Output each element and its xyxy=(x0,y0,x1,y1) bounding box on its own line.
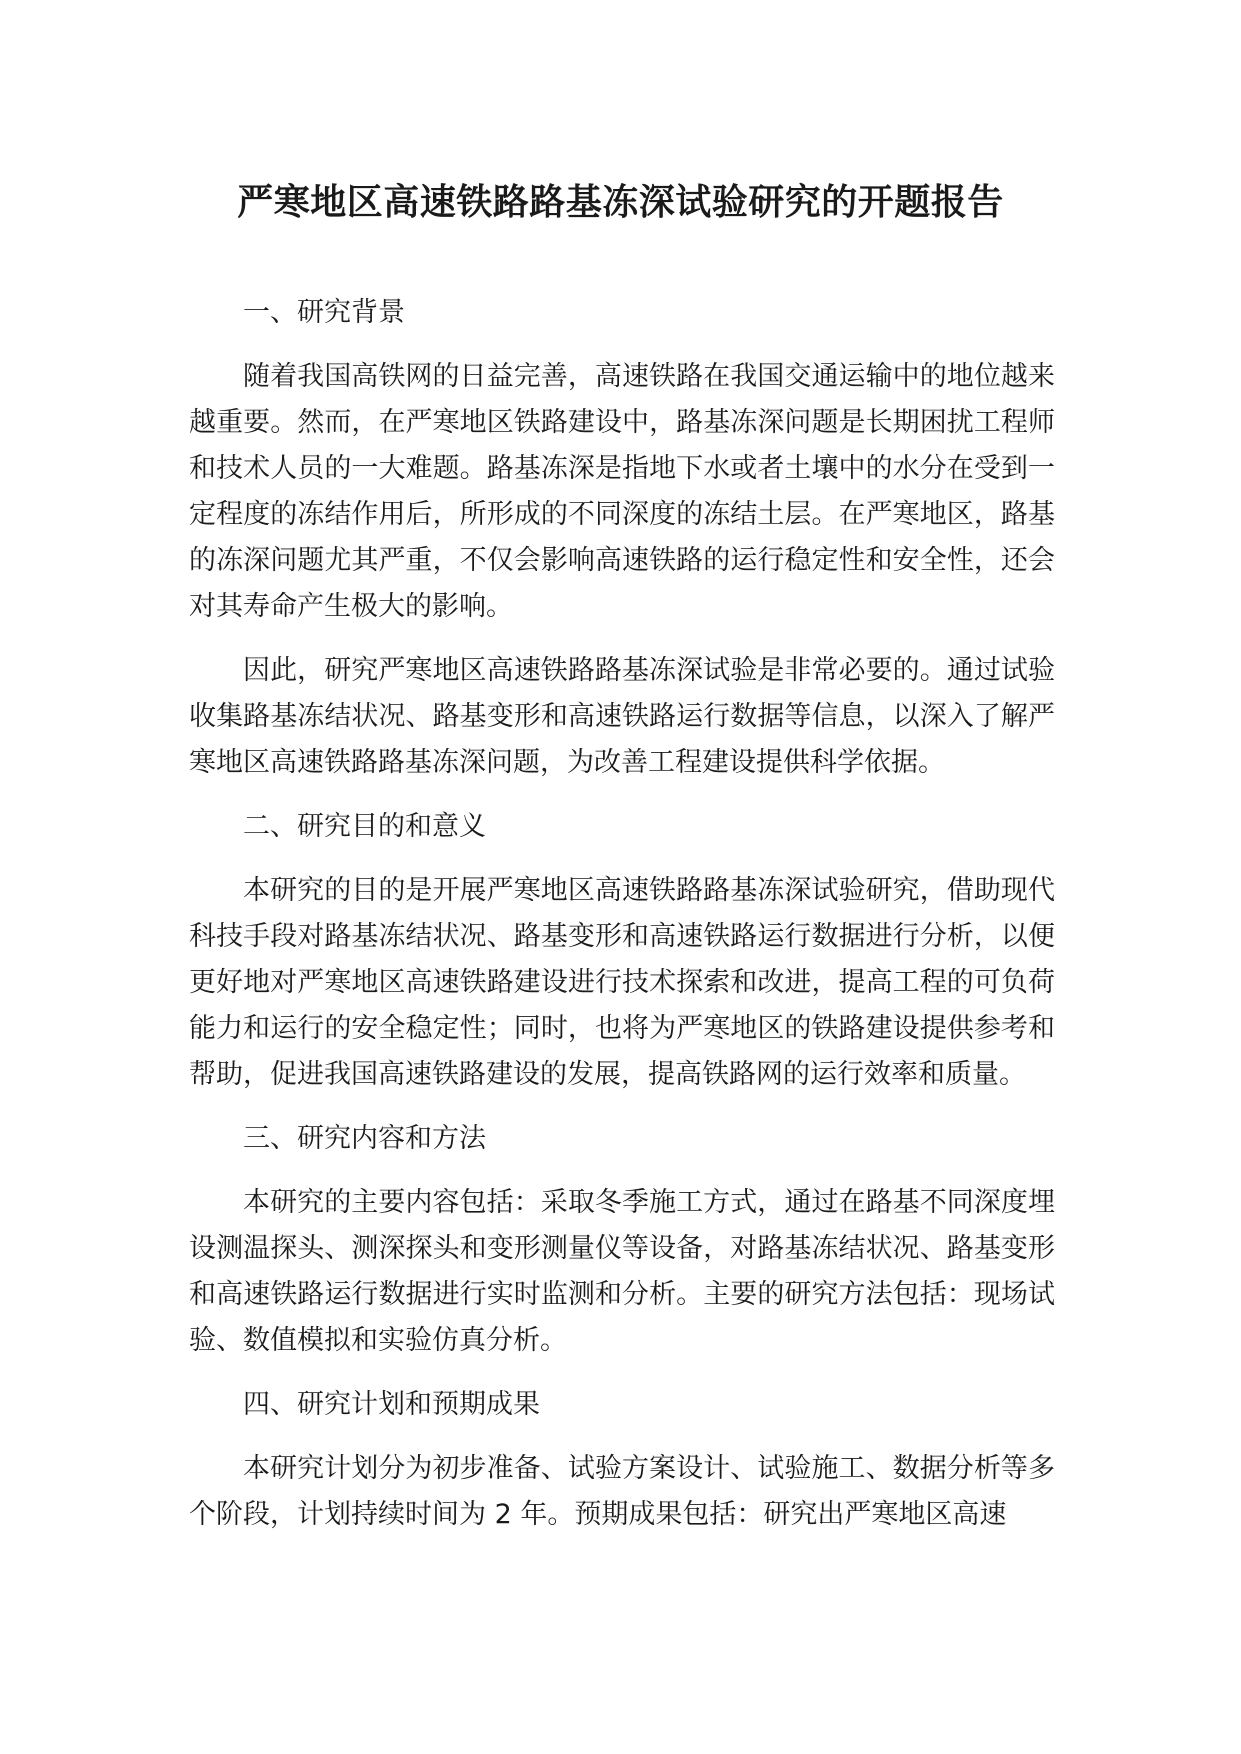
paragraph: 随着我国高铁网的日益完善，高速铁路在我国交通运输中的地位越来越重要。然而，在严寒地区铁路建设中，路基冻深问题是长期困扰工程师和技术人员的一大难题。路基冻深是指地下水或者土壤中的水分在受到一定程度的冻结作用后，所形成的不同深度的冻结土层。在严寒地区，路基的冻深问题尤其严重，不仅会影响高速铁路的运行稳定性和安全性，还会对其寿命产生极大的影响。 xyxy=(189,361,1055,622)
paragraph: 因此，研究严寒地区高速铁路路基冻深试验是非常必要的。通过试验收集路基冻结状况、路基变形和高速铁路运行数据等信息，以深入了解严寒地区高速铁路路基冻深问题，为改善工程建设提供科学依据。 xyxy=(189,655,1055,778)
paragraph: 本研究的主要内容包括：采取冬季施工方式，通过在路基不同深度埋设测温探头、测深探头和变形测量仪等设备，对路基冻结状况、路基变形和高速铁路运行数据进行实时监测和分析。主要的研究方法包括：现场试验、数值模拟和实验仿真分析。 xyxy=(189,1187,1055,1356)
section-heading-purpose: 二、研究目的和意义 xyxy=(243,811,486,842)
document-title: 严寒地区高速铁路路基冻深试验研究的开题报告 xyxy=(237,182,1004,223)
section-heading-plan-results: 四、研究计划和预期成果 xyxy=(243,1389,540,1420)
paragraph: 本研究计划分为初步准备、试验方案设计、试验施工、数据分析等多个阶段，计划持续时间为 2 年。预期成果包括：研究出严寒地区高速 xyxy=(189,1453,1055,1530)
document-body xyxy=(189,290,1055,1556)
section-heading-content-methods: 三、研究内容和方法 xyxy=(243,1123,486,1154)
section-heading-background: 一、研究背景 xyxy=(243,297,405,328)
paragraph: 本研究的目的是开展严寒地区高速铁路路基冻深试验研究，借助现代科技手段对路基冻结状况、路基变形和高速铁路运行数据进行分析，以便更好地对严寒地区高速铁路建设进行技术探索和改进，提高工程的可负荷能力和运行的安全稳定性；同时，也将为严寒地区的铁路建设提供参考和帮助，促进我国高速铁路建设的发展，提高铁路网的运行效率和质量。 xyxy=(189,875,1055,1090)
